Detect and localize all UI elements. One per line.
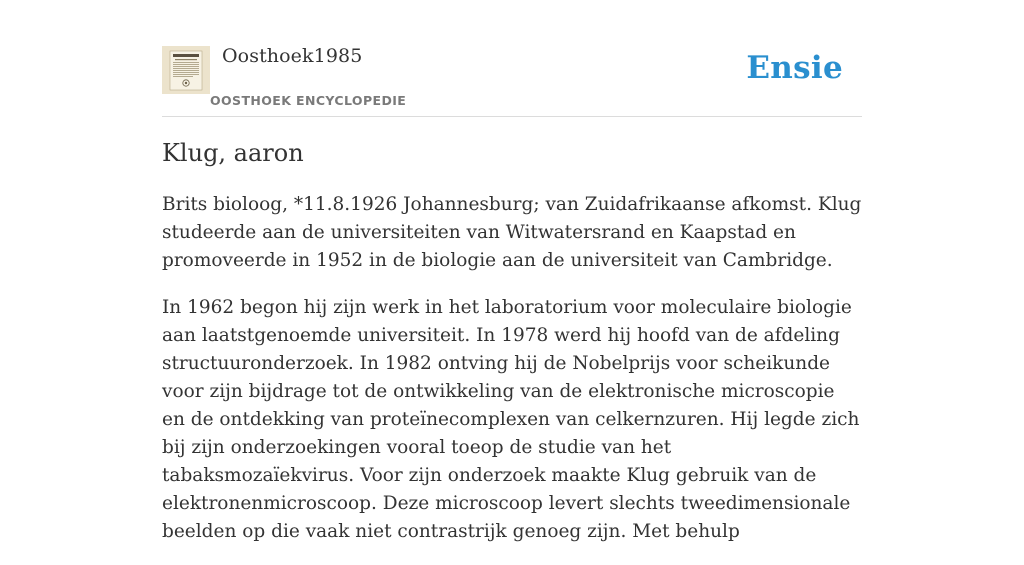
article-card [162,0,862,542]
encyclopedia-page-thumbnail-icon [162,46,210,94]
article-body [162,191,862,565]
username[interactable]: Oosthoek1985 [222,45,363,67]
avatar[interactable] [162,46,210,94]
paragraph: In 1962 begon hij zijn werk in het laboratorium voor moleculaire biologie aan laatstgenoemde universiteit. In 1978 werd hij hoofd van de afdeling structuuronderzoek. In 1982 ontving hij de Nobelprijs voor scheikunde voor zijn bijdrage tot de ontwikkeling van de elektronische microscopie en de ontdekking van proteïnecomplexen van celkernzuren. Hij legde zich bij zijn onderzoekingen vooral toeop de studie van het tabaksmozaïekvirus. Voor zijn onderzoek maakte Klug gebruik van de elektronenmicroscoop. Deze microscoop levert slechts tweedimensionale beelden op die vaak niet contrastrijk genoeg zijn. Met behulp [162,297,860,542]
brand-logo[interactable]: Ensie [746,50,843,86]
page-title: Klug, aaron [162,139,304,167]
paragraph: Brits bioloog, *11.8.1926 Johannesburg; van Zuidafrikaanse afkomst. Klug studeerde aan de universiteiten van Witwatersrand en Kaapstad en promoveerde in 1952 in de biologie aan de universiteit van Cambridge. [162,194,862,271]
source-label[interactable]: OOSTHOEK ENCYCLOPEDIE [210,93,407,108]
article-header [162,0,862,117]
